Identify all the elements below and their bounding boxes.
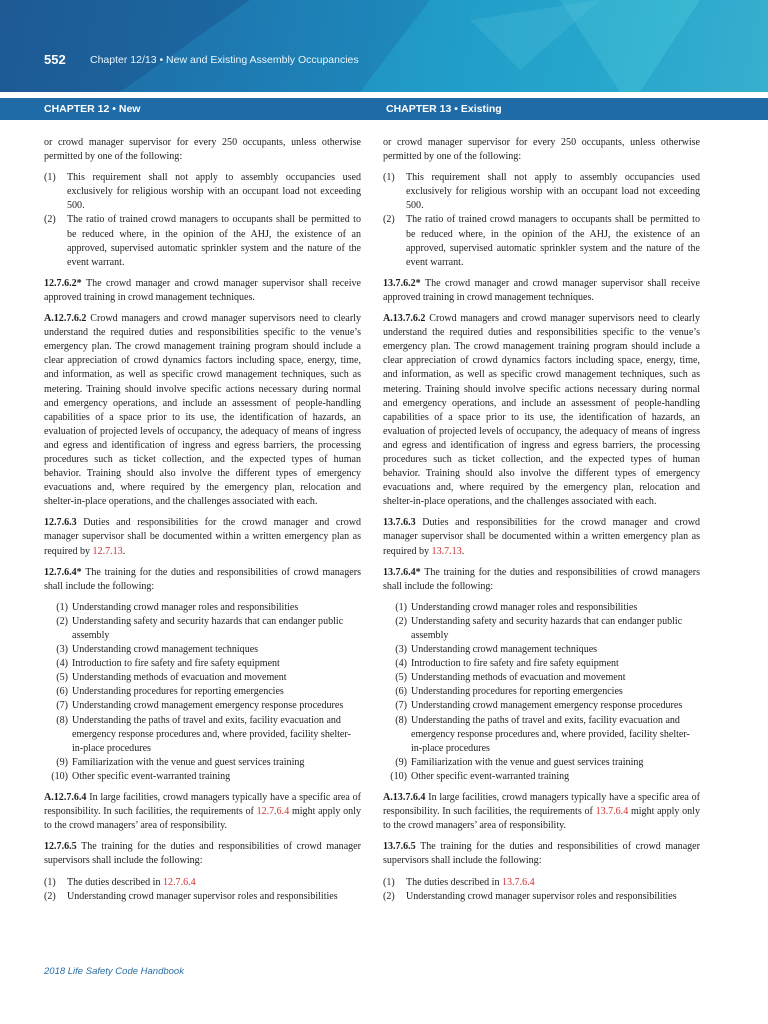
banner-facets-graphic (0, 0, 768, 92)
cross-reference-link[interactable]: 13.7.6.4 (501, 876, 535, 888)
supervisor-training-list (44, 876, 361, 904)
list-item (48, 671, 361, 685)
exception-list (383, 171, 700, 270)
chapter-title: Chapter 12/13 • New and Existing Assembly Occupancies (90, 54, 359, 66)
item-text: Understanding methods of evacuation and movement (411, 672, 626, 684)
section-id: 13.7.6.5 (383, 841, 416, 853)
item-text: Understanding procedures for reporting emergencies (411, 686, 623, 698)
item-number: (2) (395, 615, 407, 627)
item-number: (6) (56, 686, 68, 698)
section-text: Duties and responsibilities for the crowd manager and crowd manager supervisor shall be documented within a written emergency plan as required by (44, 517, 361, 557)
item-text: Other specific event-warranted training (411, 770, 570, 782)
list-item (387, 615, 700, 643)
item-text: Familiarization with the venue and guest services training (72, 756, 305, 768)
section-text: The training for the duties and responsibilities of crowd manager supervisors shall include the following: (383, 841, 700, 867)
item-text: Understanding crowd manager supervisor roles and responsibilities (67, 890, 338, 902)
section-text: might apply only to the crowd managers’ area of responsibility. (44, 806, 361, 832)
section-12-7-6-4 (44, 566, 361, 594)
item-text: Understanding crowd manager supervisor roles and responsibilities (406, 890, 677, 902)
section-id: 13.7.6.2* (383, 277, 421, 289)
section-13-7-6-4 (383, 566, 700, 594)
item-number: (1) (383, 172, 395, 184)
list-item (387, 671, 700, 685)
item-number: (2) (383, 890, 395, 902)
list-item (48, 685, 361, 699)
intro-paragraph: or crowd manager supervisor for every 250 occupants, unless otherwise permitted by one of the following: (383, 137, 700, 163)
list-item (48, 756, 361, 770)
item-number: (9) (56, 756, 68, 768)
item-text: The ratio of trained crowd managers to occupants shall be permitted to be reduced where, in the opinion of the AHJ, the existence of an approved, supervised automatic sprinkler system and the nature of the event warrant. (406, 214, 700, 268)
list-item (48, 699, 361, 713)
annex-A-12-7-6-4 (44, 791, 361, 833)
list-item (387, 699, 700, 713)
left-column (44, 136, 361, 911)
list-item (387, 770, 700, 784)
section-text: might apply only to the crowd managers’ area of responsibility. (383, 806, 700, 832)
list-item (383, 876, 700, 890)
item-text: Familiarization with the venue and guest services training (411, 756, 644, 768)
item-number: (4) (56, 658, 68, 670)
item-text: Introduction to fire safety and fire safety equipment (72, 658, 280, 670)
item-number: (10) (390, 770, 407, 782)
item-text: Understanding crowd management emergency response procedures (72, 700, 344, 712)
list-item (387, 756, 700, 770)
exception-item (383, 171, 700, 213)
item-number: (10) (51, 770, 68, 782)
item-text: Other specific event-warranted training (72, 770, 231, 782)
section-id: A.13.7.6.4 (383, 792, 426, 804)
section-12-7-6-5 (44, 840, 361, 868)
item-number: (4) (395, 658, 407, 670)
section-13-7-6-2 (383, 277, 700, 305)
item-text: Understanding crowd management emergency response procedures (411, 700, 683, 712)
list-item (48, 601, 361, 615)
exception-item (44, 171, 361, 213)
item-text: Introduction to fire safety and fire safety equipment (411, 658, 619, 670)
section-text: Duties and responsibilities for the crowd manager and crowd manager supervisor shall be documented within a written emergency plan as required by (383, 517, 700, 557)
section-12-7-6-3: 12.7.6.3 Duties and responsibilities for the crowd manager and crowd manager supervisor shall be documented within a written emergency plan as required by 12.7.13. (44, 517, 361, 557)
section-text: The training for the duties and responsibilities of crowd managers shall include the following: (383, 566, 700, 592)
list-item (48, 770, 361, 784)
item-text: Understanding methods of evacuation and movement (72, 672, 287, 684)
list-item (387, 714, 700, 756)
item-text: This requirement shall not apply to assembly occupancies used exclusively for religious worship with an occupant load not exceeding 500. (67, 172, 361, 212)
section-text: The training for the duties and responsibilities of crowd managers shall include the following: (44, 566, 361, 592)
section-13-7-6-5 (383, 840, 700, 868)
section-text: Crowd managers and crowd manager supervisors need to clearly understand the required duties and responsibilities specific to the venue’s emergency plan. The crowd management training program should include a clear appreciation of crowd dynamics factors including space, energy, time, and information, as well as specific crowd management techniques, such as metering. Training should involve specific actions necessary during normal and emergency operations, and include an assessment of people-handling capabilities of a space prior to its use, the identification of hazards, an evaluation of projected levels of occupancy, the adequacy of means of ingress and egress and identification of ingress and egress barriers, the processing procedures such as ticket collection, and the expected types of human behavior. Training should also involve the different types of emergency evacuations and, where required by the emergency plan, relocation and shelter-in-place operations, and the challenges associated with each. (383, 313, 701, 508)
section-text: The training for the duties and responsibilities of crowd manager supervisors shall include the following: (44, 841, 361, 867)
cross-reference-link[interactable]: 12.7.6.4 (256, 806, 290, 818)
section-text: Crowd managers and crowd manager supervisors need to clearly understand the required duties and responsibilities specific to the venue’s emergency plan. The crowd management training program should include a clear appreciation of crowd dynamics factors including space, energy, time, and information, as well as specific crowd management techniques, such as metering. Training should involve specific actions necessary during normal and emergency operations, and include an assessment of people-handling capabilities of a space prior to its use, the identification of hazards, an evaluation of projected levels of occupancy, the adequacy of means of ingress and egress and identification of ingress and egress barriers, the processing procedures such as ticket collection, and the expected types of human behavior. Training should also involve the different types of emergency evacuations and, where required by the emergency plan, relocation and shelter-in-place operations, and the challenges associated with each. (44, 313, 362, 508)
list-item (387, 643, 700, 657)
cross-reference-link[interactable]: 12.7.13 (92, 545, 123, 557)
item-number: (1) (44, 876, 56, 888)
item-number: (1) (395, 601, 407, 613)
item-number: (6) (395, 686, 407, 698)
list-item (387, 685, 700, 699)
exception-item (383, 213, 700, 269)
list-item (387, 601, 700, 615)
list-item (48, 657, 361, 671)
annex-A-13-7-6-4 (383, 791, 700, 833)
cross-reference-link[interactable]: 13.7.13 (431, 545, 462, 557)
item-number: (1) (383, 876, 395, 888)
list-item (44, 876, 361, 890)
cross-reference-link[interactable]: 12.7.6.4 (162, 876, 196, 888)
list-item (387, 657, 700, 671)
header-banner (0, 0, 768, 92)
exception-list (44, 171, 361, 270)
section-id: 12.7.6.3 (44, 517, 77, 529)
column-header-new: CHAPTER 12 • New (0, 98, 383, 120)
list-item (44, 890, 361, 904)
cross-reference-link[interactable]: 13.7.6.4 (595, 806, 629, 818)
list-item (48, 714, 361, 756)
section-13-7-6-3: 13.7.6.3 Duties and responsibilities for the crowd manager and crowd manager supervisor shall be documented within a written emergency plan as required by 13.7.13. (383, 517, 700, 557)
section-text: In large facilities, crowd managers typically have a specific area of responsibility. In such facilities, the requirements of (44, 792, 362, 818)
item-text: Understanding crowd management techniques (411, 644, 598, 656)
item-number: (7) (56, 700, 68, 712)
item-number: (5) (56, 672, 68, 684)
section-id: 12.7.6.5 (44, 841, 77, 853)
item-text: The duties described in (406, 876, 500, 888)
item-text: Understanding procedures for reporting emergencies (72, 686, 284, 698)
section-text: The crowd manager and crowd manager supervisor shall receive approved training in crowd management techniques. (383, 277, 700, 303)
item-number: (8) (395, 714, 407, 726)
item-text: Understanding crowd management techniques (72, 644, 259, 656)
section-text: In large facilities, crowd managers typically have a specific area of responsibility. In such facilities, the requirements of (383, 792, 701, 818)
training-list (387, 601, 700, 784)
item-number: (7) (395, 700, 407, 712)
item-text: The duties described in (67, 876, 161, 888)
section-id: 12.7.6.2* (44, 277, 82, 289)
section-id: A.12.7.6.4 (44, 792, 87, 804)
item-text: Understanding the paths of travel and exits, facility evacuation and emergency response procedures and, where provided, facility shelter-in-place procedures (411, 714, 690, 754)
annex-A-12-7-6-2 (44, 312, 361, 509)
section-text: The crowd manager and crowd manager supervisor shall receive approved training in crowd management techniques. (44, 277, 361, 303)
exception-item (44, 213, 361, 269)
item-number: (3) (395, 644, 407, 656)
item-number: (2) (56, 615, 68, 627)
section-id: A.12.7.6.2 (44, 313, 87, 325)
item-number: (2) (44, 890, 56, 902)
item-number: (1) (44, 172, 56, 184)
footer-handbook-title: 2018 Life Safety Code Handbook (44, 966, 184, 977)
section-id: 13.7.6.3 (383, 517, 416, 529)
section-id: A.13.7.6.2 (383, 313, 426, 325)
item-text: Understanding the paths of travel and exits, facility evacuation and emergency response procedures and, where provided, facility shelter-in-place procedures (72, 714, 351, 754)
item-text: Understanding crowd manager roles and responsibilities (72, 601, 299, 613)
list-item (48, 643, 361, 657)
item-text: Understanding crowd manager roles and responsibilities (411, 601, 638, 613)
item-number: (9) (395, 756, 407, 768)
item-number: (2) (383, 214, 395, 226)
column-header-existing: CHAPTER 13 • Existing (383, 98, 768, 120)
section-12-7-6-2 (44, 277, 361, 305)
item-text: This requirement shall not apply to assembly occupancies used exclusively for religious worship with an occupant load not exceeding 500. (406, 172, 700, 212)
item-number: (1) (56, 601, 68, 613)
right-column (383, 136, 700, 911)
item-text: Understanding safety and security hazards that can endanger public assembly (411, 615, 683, 641)
item-text: The ratio of trained crowd managers to occupants shall be permitted to be reduced where, in the opinion of the AHJ, the existence of an approved, supervised automatic sprinkler system and the nature of the event warrant. (67, 214, 361, 268)
item-number: (2) (44, 214, 56, 226)
item-number: (3) (56, 644, 68, 656)
item-number: (8) (56, 714, 68, 726)
list-item (383, 890, 700, 904)
intro-paragraph: or crowd manager supervisor for every 250 occupants, unless otherwise permitted by one of the following: (44, 137, 361, 163)
list-item (48, 615, 361, 643)
item-number: (5) (395, 672, 407, 684)
annex-A-13-7-6-2 (383, 312, 700, 509)
section-id: 13.7.6.4* (383, 566, 421, 578)
page-number: 552 (44, 52, 66, 67)
item-text: Understanding safety and security hazards that can endanger public assembly (72, 615, 344, 641)
section-id: 12.7.6.4* (44, 566, 82, 578)
training-list (48, 601, 361, 784)
supervisor-training-list (383, 876, 700, 904)
